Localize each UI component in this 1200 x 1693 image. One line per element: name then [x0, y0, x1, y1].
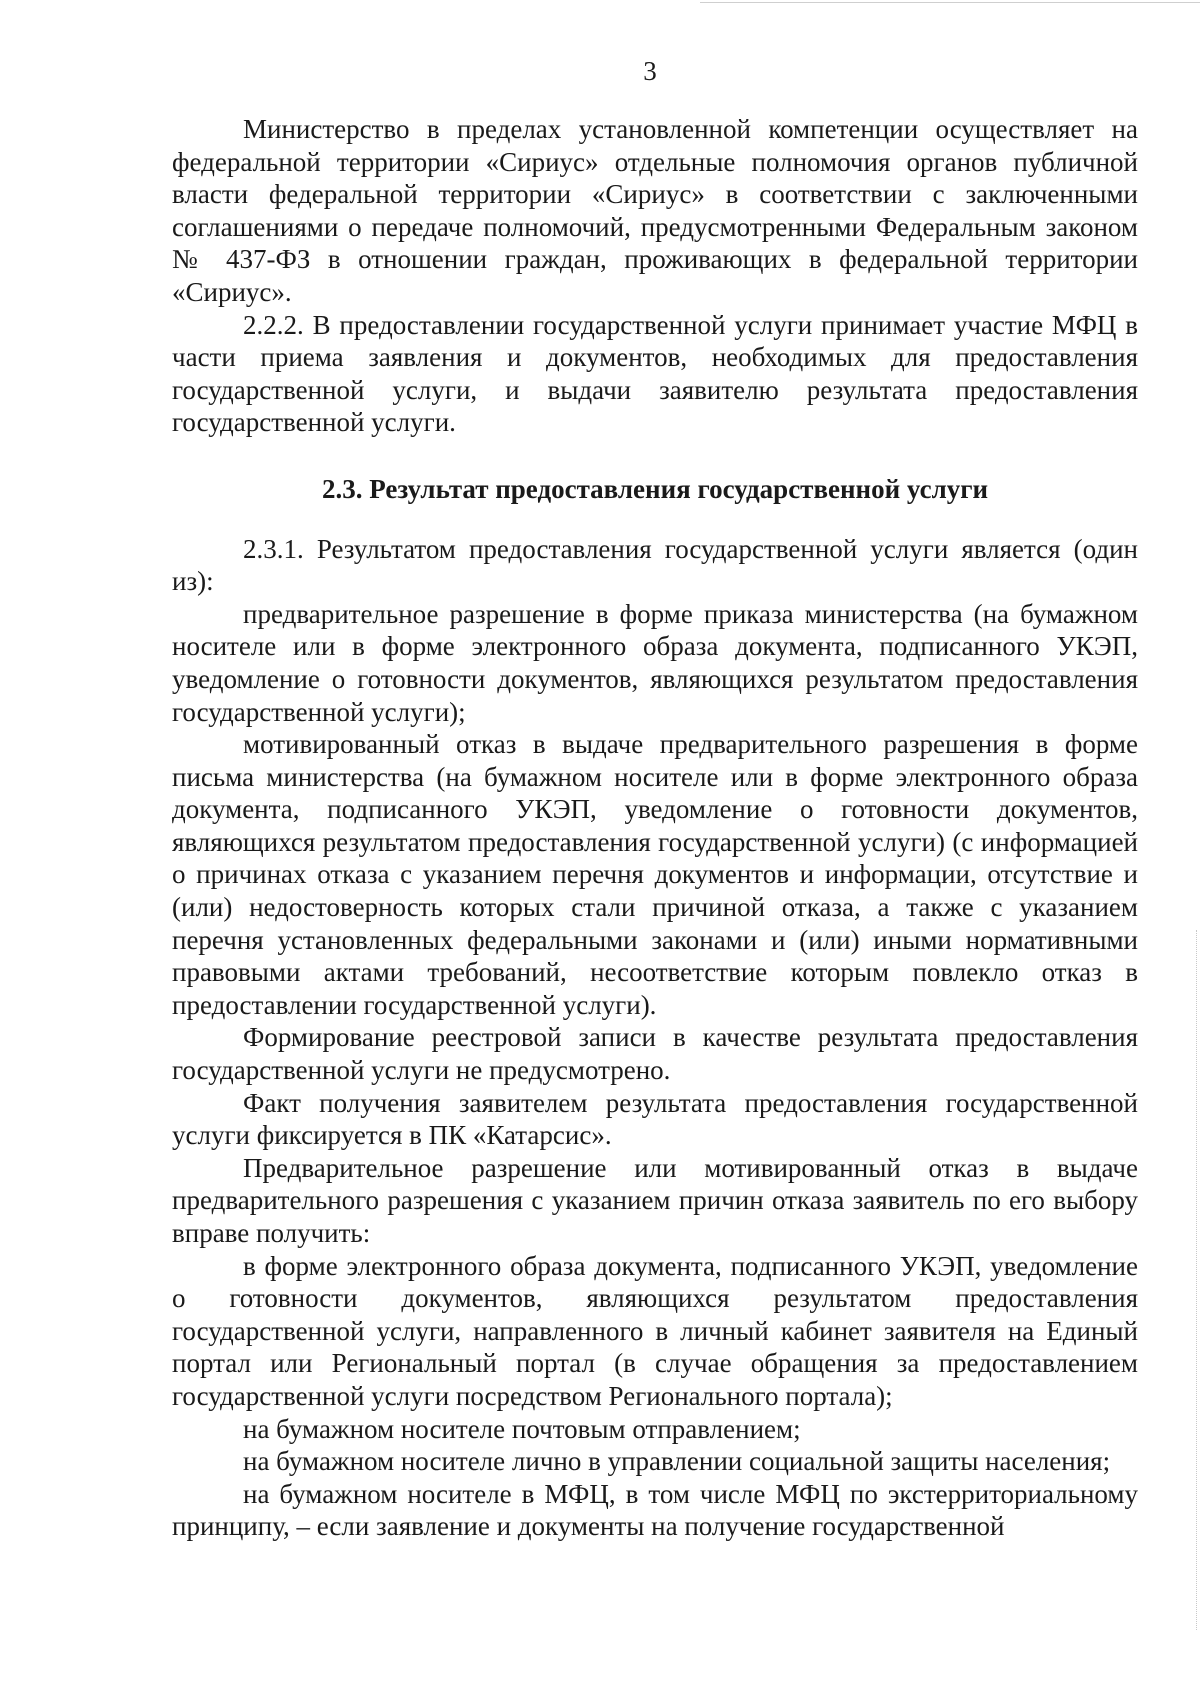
paragraph-2-2-2: 2.2.2. В предоставлении государственной услуги принимает участие МФЦ в части приема заявления и документов, необходимых для предоставления государственной услуги, и выдачи заявителю результата предоставления государственной услуги.	[172, 309, 1138, 438]
document-body	[172, 113, 1138, 1543]
paragraph-registry-record: Формирование реестровой записи в качестве результата предоставления государственной услуги не предусмотрено.	[172, 1022, 1138, 1086]
paragraph-receipt-fact: Факт получения заявителем результата предоставления государственной услуги фиксируется в ПК «Катарсис».	[172, 1087, 1138, 1151]
paragraph-receipt-options: Предварительное разрешение или мотивированный отказ в выдаче предварительного разрешения с указанием причин отказа заявитель по его выбору вправе получить:	[172, 1152, 1138, 1248]
paragraph-2-3-1: 2.3.1. Результатом предоставления государственной услуги является (один из):	[172, 533, 1138, 597]
scan-top-edge-line	[700, 2, 1200, 3]
paragraph-option-electronic: в форме электронного образа документа, подписанного УКЭП, уведомление о готовности документов, являющихся результатом предоставления государственной услуги, направленного в личный кабинет заявителя на Единый портал или Региональный портал (в случае обращения за предоставлением государственной услуги посредством Регионального портала);	[172, 1250, 1138, 1411]
paragraph-option-in-person: на бумажном носителе лично в управлении социальной защиты населения;	[243, 1446, 1111, 1477]
scan-right-edge-dots	[1196, 930, 1200, 1630]
page-number: 3	[643, 56, 657, 86]
section-heading-2-3: 2.3. Результат предоставления государственной услуги	[321, 473, 989, 504]
paragraph-option-mfc: на бумажном носителе в МФЦ, в том числе МФЦ по экстерриториальному принципу, – если заявление и документы на получение государственной	[172, 1478, 1138, 1542]
paragraph-ministry-competence: Министерство в пределах установленной компетенции осуществляет на федеральной территории «Сириус» отдельные полномочия органов публичной власти федеральной территории «Сириус» в соответствии с заключенными соглашениями о передаче полномочий, предусмотренными Федеральным законом № 437-ФЗ в отношении граждан, проживающих в федеральной территории «Сириус».	[172, 114, 1138, 307]
paragraph-motivated-refusal: мотивированный отказ в выдаче предварительного разрешения в форме письма министерства (на бумажном носителе или в форме электронного образа документа, подписанного УКЭП, уведомление о готовности документов, являющихся результатом предоставления государственной услуги) (с информацией о причинах отказа с указанием перечня документов и информации, отсутствие и (или) недостоверность которых стали причиной отказа, а также с указанием перечня установленных федеральными законами и (или) иными нормативными правовыми актами требований, несоответствие которым повлекло отказ в предоставлении государственной услуги).	[172, 729, 1138, 1020]
paragraph-option-mail: на бумажном носителе почтовым отправлением;	[243, 1413, 801, 1444]
paragraph-preliminary-permission: предварительное разрешение в форме приказа министерства (на бумажном носителе или в форме электронного образа документа, подписанного УКЭП, уведомление о готовности документов, являющихся результатом предоставления государственной услуги);	[172, 598, 1138, 727]
